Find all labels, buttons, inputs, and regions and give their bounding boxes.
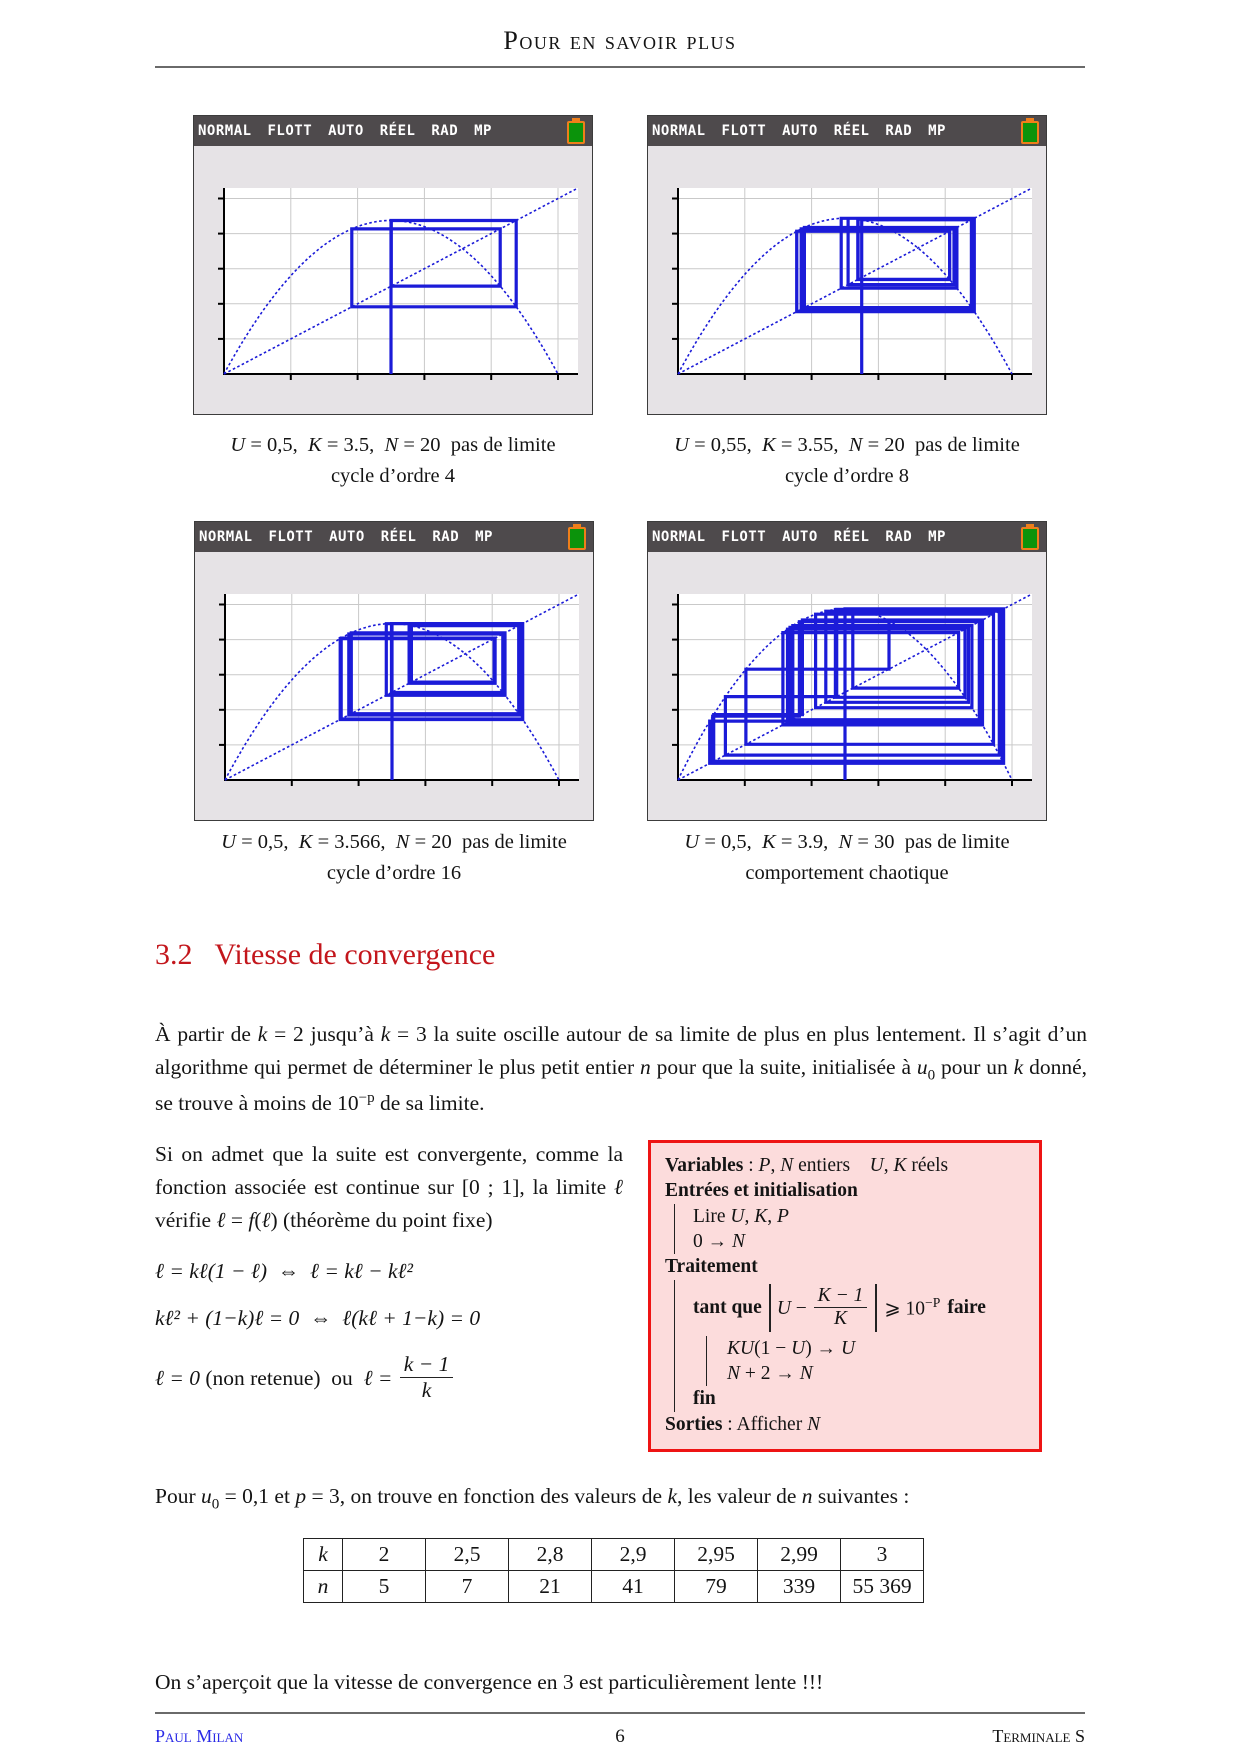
algo-loop-body: [706, 1336, 1025, 1387]
algo-variables-line: Variables : P, N entiers U, K réels: [665, 1155, 949, 1176]
battery-icon: [1021, 118, 1039, 144]
calc-status-text: NORMAL FLOTT AUTO RÉEL RAD MP: [652, 123, 946, 139]
cobweb-plot: [210, 184, 582, 396]
algo-loop-block: [674, 1280, 1025, 1412]
calc-status-bar: [648, 116, 1046, 146]
absolute-value-group: U − $\frac{K - 1}{K}$: [769, 1284, 878, 1332]
caption-screen-1: [193, 430, 593, 492]
calculator-screenshot-3: [194, 521, 594, 821]
algo-sorties-line: Sorties : Afficher N: [665, 1413, 821, 1435]
calc-graph-area: [648, 146, 1046, 414]
conclusion-paragraph: On s’aperçoit que la vitesse de convergence en 3 est particulièrement lente !!!: [155, 1669, 824, 1694]
battery-icon: [567, 118, 585, 144]
caption-line-2: cycle d’ordre 8: [784, 464, 910, 487]
algo-while-keyword: tant que: [693, 1297, 762, 1319]
calculator-screenshot-2: [647, 115, 1047, 415]
calc-graph-area: [194, 146, 592, 414]
caption-line-1: U = 0,5, K = 3.566, N = 20 pas de limite: [221, 831, 567, 853]
caption-line-1: U = 0,55, K = 3.55, N = 20 pas de limite: [674, 434, 1020, 456]
cobweb-plot: [664, 184, 1036, 396]
footer-author: Paul Milan: [155, 1726, 244, 1746]
caption-line-2: comportement chaotique: [745, 861, 949, 884]
caption-screen-3: [194, 827, 594, 889]
equation-3: ℓ = 0 (non retenue) ou ℓ = $\frac{k - 1}{k}$: [155, 1353, 623, 1401]
section-title: Vitesse de convergence: [214, 938, 496, 971]
algo-while-condition: ⩾ $10^{-P}$: [884, 1294, 941, 1320]
calc-status-text: NORMAL FLOTT AUTO RÉEL RAD MP: [652, 529, 946, 545]
footer-page-number: 6: [615, 1726, 625, 1747]
caption-line-1: U = 0,5, K = 3.5, N = 20 pas de limite: [230, 434, 556, 456]
battery-icon: [568, 524, 586, 550]
pre-table-paragraph: Pour $u_0 = 0,1$ et p = 3, on trouve en fonction des valeurs de k, les valeur de n suivantes :: [155, 1483, 910, 1512]
calc-graph-area: [195, 552, 593, 820]
derivation-text: Si on admet que la suite est convergente, comme la fonction associée est continue sur [0 ; 1], la limite ℓ vérifie ℓ = f(ℓ) (théorème du point fixe): [155, 1142, 623, 1233]
section-number: 3.2: [155, 938, 193, 971]
cobweb-plot: [211, 590, 583, 802]
table-row: k 2 2,5 2,8 2,9 2,95 2,99 3: [304, 1539, 924, 1571]
caption-screen-2: [647, 430, 1047, 492]
caption-line-2: cycle d’ordre 4: [330, 464, 456, 487]
algo-body-line-2: N + 2 → N: [727, 1363, 813, 1384]
algo-body-line-1: KU(1 − U) → U: [727, 1337, 856, 1359]
algo-entrees-heading: Entrées et initialisation: [665, 1180, 858, 1202]
caption-line-1: U = 0,5, K = 3.9, N = 30 pas de limite: [684, 831, 1010, 853]
cobweb-plot: [664, 590, 1036, 802]
footer-right: Terminale S: [992, 1726, 1085, 1746]
algo-init-block: [674, 1204, 1025, 1255]
algo-end-keyword: fin: [693, 1388, 716, 1410]
footer-rule: [155, 1712, 1085, 1714]
calc-status-bar: [194, 116, 592, 146]
algo-do-keyword: faire: [947, 1297, 986, 1319]
calc-status-bar: [195, 522, 593, 552]
algo-lire-line: Lire U, K, P: [693, 1205, 789, 1227]
section-heading: [155, 938, 495, 972]
derivation-column: [155, 1138, 623, 1401]
algo-while-line: [693, 1280, 1025, 1336]
page-header-title: Pour en savoir plus: [503, 26, 737, 55]
equation-1: ℓ = kℓ(1 − ℓ) ⇔ ℓ = kℓ − kℓ²: [155, 1259, 413, 1284]
calculator-screenshot-4: [647, 521, 1047, 821]
calc-graph-area: [648, 552, 1046, 820]
caption-screen-4: [647, 827, 1047, 889]
battery-icon: [1021, 524, 1039, 550]
intro-paragraph: À partir de k = 2 jusqu’à k = 3 la suite oscille autour de sa limite de plus en plus lentement. Il s’agit d’un algorithme qui permet de déterminer le plus petit entier n pour que la suite, initialisée à $u_0$ pour un k donné, se trouve à moins de $10^{-p}$ de sa limite.: [155, 1021, 1087, 1116]
header-rule: [155, 66, 1085, 68]
calc-status-text: NORMAL FLOTT AUTO RÉEL RAD MP: [198, 123, 492, 139]
algo-traitement-heading: Traitement: [665, 1256, 758, 1278]
calc-status-text: NORMAL FLOTT AUTO RÉEL RAD MP: [199, 529, 493, 545]
calc-status-bar: [648, 522, 1046, 552]
algorithm-box: [648, 1140, 1042, 1452]
caption-line-2: cycle d’ordre 16: [326, 861, 462, 884]
equation-2: kℓ² + (1−k)ℓ = 0 ⇔ ℓ(kℓ + 1−k) = 0: [155, 1306, 481, 1331]
results-table: [303, 1538, 924, 1603]
table-row: n 5 7 21 41 79 339 55 369: [304, 1571, 924, 1603]
calculator-screenshot-1: [193, 115, 593, 415]
algo-init-line: 0 → N: [693, 1231, 746, 1253]
